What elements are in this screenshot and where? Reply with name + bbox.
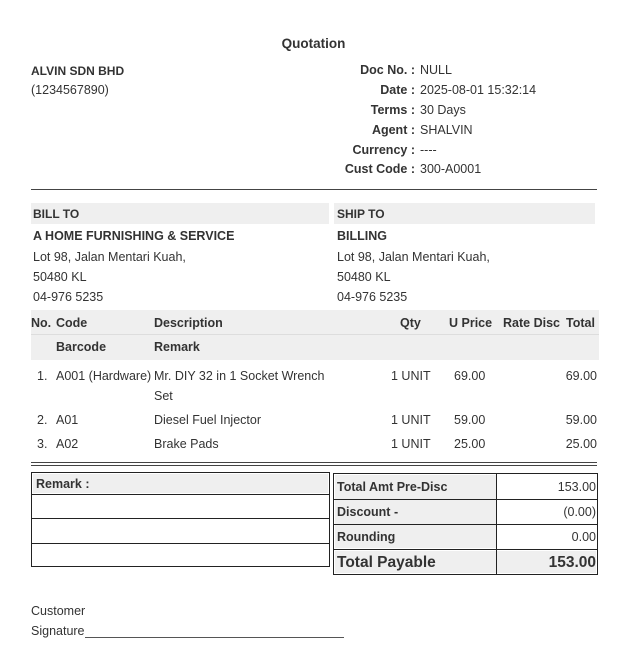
bill-to-address1: Lot 98, Jalan Mentari Kuah, bbox=[33, 250, 186, 264]
meta-label: Cust Code : bbox=[344, 162, 415, 176]
signature-line bbox=[85, 637, 344, 638]
row-u-price: 25.00 bbox=[454, 437, 486, 451]
table-divider-bottom bbox=[31, 465, 597, 466]
meta-value: NULL bbox=[420, 63, 452, 77]
col-header-rate-disc: Rate Disc bbox=[503, 316, 560, 330]
meta-label: Currency : bbox=[352, 143, 415, 157]
col-header-remark: Remark bbox=[154, 340, 200, 354]
remark-line-3 bbox=[31, 543, 330, 544]
totals-label: Rounding bbox=[337, 530, 396, 544]
meta-currency bbox=[300, 143, 620, 163]
row-description-cont: Set bbox=[154, 389, 173, 403]
row-no: 3. bbox=[37, 437, 48, 451]
row-description: Diesel Fuel Injector bbox=[154, 413, 261, 427]
company-reg-no: (1234567890) bbox=[31, 83, 109, 97]
col-header-u-price: U Price bbox=[449, 316, 493, 330]
row-u-price: 59.00 bbox=[454, 413, 486, 427]
table-divider-top bbox=[31, 462, 597, 463]
col-header-code: Code bbox=[56, 316, 88, 330]
meta-value: 30 Days bbox=[420, 103, 466, 117]
bill-to-heading: BILL TO bbox=[33, 207, 80, 221]
meta-label: Terms : bbox=[370, 103, 415, 117]
col-header-no: No. bbox=[31, 316, 52, 330]
total-payable-value: 153.00 bbox=[548, 554, 596, 571]
meta-doc-no bbox=[300, 63, 620, 83]
signature-caption: Customer bbox=[31, 604, 86, 618]
totals-line-2 bbox=[333, 524, 598, 525]
total-payable-label: Total Payable bbox=[337, 554, 436, 571]
signature-label: Signature bbox=[31, 624, 85, 638]
totals-label: Total Amt Pre-Disc bbox=[337, 480, 448, 494]
meta-terms bbox=[300, 103, 620, 123]
row-code: A01 bbox=[56, 413, 79, 427]
totals-line-3 bbox=[333, 549, 598, 550]
remark-line-1 bbox=[31, 494, 330, 495]
bill-to-name: A HOME FURNISHING & SERVICE bbox=[33, 229, 235, 243]
row-total: 59.00 bbox=[565, 413, 597, 427]
totals-label: Discount - bbox=[337, 505, 399, 519]
col-header-barcode: Barcode bbox=[56, 340, 107, 354]
row-no: 1. bbox=[37, 369, 48, 383]
ship-to-address2: 50480 KL bbox=[337, 270, 391, 284]
row-total: 69.00 bbox=[565, 369, 597, 383]
remark-line-2 bbox=[31, 518, 330, 519]
remark-label: Remark : bbox=[36, 477, 90, 491]
row-qty: 1 UNIT bbox=[391, 437, 431, 451]
meta-value: ---- bbox=[420, 143, 437, 157]
ship-to-heading: SHIP TO bbox=[337, 207, 385, 221]
meta-agent bbox=[300, 123, 620, 143]
bill-to-phone: 04-976 5235 bbox=[33, 290, 104, 304]
totals-value: 0.00 bbox=[571, 530, 596, 544]
meta-value: 300-A0001 bbox=[420, 162, 482, 176]
row-no: 2. bbox=[37, 413, 48, 427]
row-code: A02 bbox=[56, 437, 79, 451]
company-name: ALVIN SDN BHD bbox=[31, 64, 125, 78]
meta-value: SHALVIN bbox=[420, 123, 473, 137]
ship-to-address1: Lot 98, Jalan Mentari Kuah, bbox=[337, 250, 490, 264]
row-description: Brake Pads bbox=[154, 437, 219, 451]
document-title: Quotation bbox=[281, 36, 346, 51]
totals-value: (0.00) bbox=[563, 505, 596, 519]
meta-value: 2025-08-01 15:32:14 bbox=[420, 83, 537, 97]
ship-to-name: BILLING bbox=[337, 229, 387, 243]
meta-label: Agent : bbox=[371, 123, 415, 137]
table-header-split bbox=[31, 334, 599, 335]
col-header-qty: Qty bbox=[400, 316, 421, 330]
col-header-total: Total bbox=[566, 316, 595, 330]
totals-line-1 bbox=[333, 499, 598, 500]
row-description: Mr. DIY 32 in 1 Socket Wrench bbox=[154, 369, 325, 383]
bill-to-address2: 50480 KL bbox=[33, 270, 87, 284]
meta-date bbox=[300, 83, 620, 103]
totals-value: 153.00 bbox=[557, 480, 596, 494]
row-qty: 1 UNIT bbox=[391, 413, 431, 427]
ship-to-phone: 04-976 5235 bbox=[337, 290, 408, 304]
meta-cust-code bbox=[300, 162, 620, 182]
row-u-price: 69.00 bbox=[454, 369, 486, 383]
row-qty: 1 UNIT bbox=[391, 369, 431, 383]
row-code: A001 (Hardware) bbox=[56, 369, 152, 383]
meta-label: Date : bbox=[380, 83, 415, 97]
header-divider bbox=[31, 189, 597, 190]
row-total: 25.00 bbox=[565, 437, 597, 451]
meta-label: Doc No. : bbox=[360, 63, 415, 77]
col-header-description: Description bbox=[154, 316, 223, 330]
